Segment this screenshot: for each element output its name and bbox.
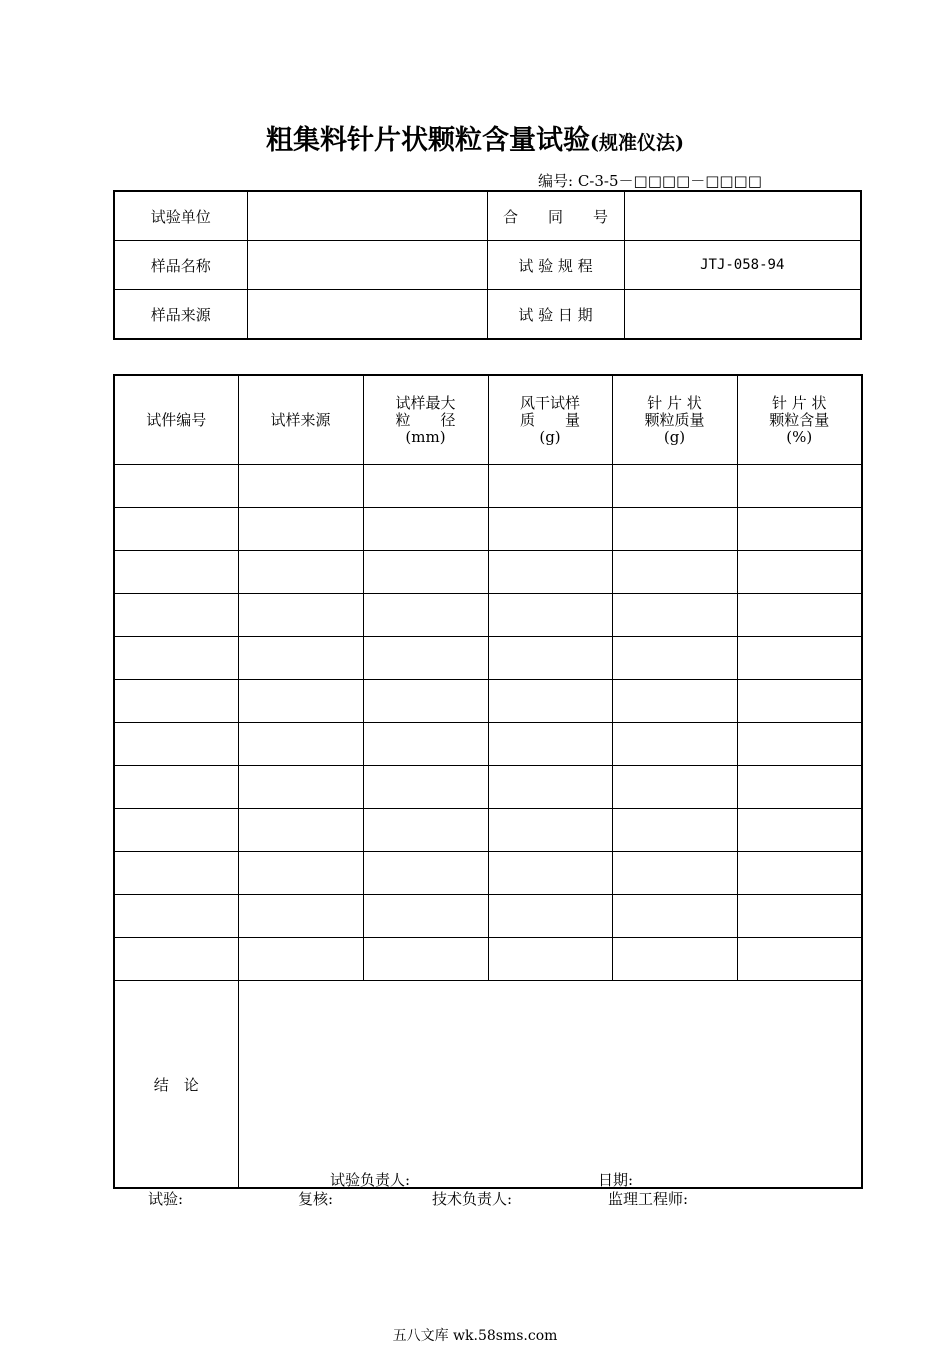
table-cell[interactable]: [238, 637, 363, 680]
table-cell[interactable]: [488, 766, 612, 809]
table-cell[interactable]: [737, 938, 862, 981]
table-cell[interactable]: [612, 938, 737, 981]
table-cell[interactable]: [114, 809, 238, 852]
info-label: 样品名称: [114, 241, 247, 290]
date-label: 日期:: [598, 1171, 634, 1189]
table-cell[interactable]: [238, 895, 363, 938]
table-cell[interactable]: [114, 895, 238, 938]
table-row: [114, 465, 862, 508]
header-unit: (%): [786, 427, 813, 446]
table-cell[interactable]: [488, 938, 612, 981]
form-code: 编号: C-3-5－□□□□－□□□□: [538, 172, 762, 190]
table-cell[interactable]: [612, 809, 737, 852]
table-cell[interactable]: [612, 637, 737, 680]
page-title: [0, 118, 950, 157]
table-cell[interactable]: [488, 551, 612, 594]
table-cell[interactable]: [612, 723, 737, 766]
table-cell[interactable]: [238, 852, 363, 895]
header-cell: [612, 375, 737, 465]
info-value-field[interactable]: [624, 290, 861, 340]
table-row: [114, 594, 862, 637]
table-cell[interactable]: [488, 895, 612, 938]
table-cell[interactable]: [612, 594, 737, 637]
table-cell[interactable]: [238, 766, 363, 809]
header-line: 风干试样: [519, 393, 580, 412]
table-cell[interactable]: [612, 465, 737, 508]
table-cell[interactable]: [612, 680, 737, 723]
header-cell: [488, 375, 612, 465]
table-cell[interactable]: [612, 508, 737, 551]
conclusion-field[interactable]: [238, 981, 862, 1189]
info-label: 合 同 号: [487, 191, 624, 241]
table-row: [114, 852, 862, 895]
info-label: 试 验 规 程: [487, 241, 624, 290]
table-row: [114, 637, 862, 680]
table-row: [114, 723, 862, 766]
header-unit: (mm): [405, 427, 446, 446]
table-cell[interactable]: [114, 465, 238, 508]
header-line: 试样来源: [270, 410, 331, 429]
table-cell[interactable]: [238, 594, 363, 637]
table-row: [114, 895, 862, 938]
table-cell[interactable]: [114, 852, 238, 895]
conclusion-row: [114, 981, 862, 1189]
header-line: 颗粒质量: [644, 410, 705, 429]
info-value-field[interactable]: [247, 191, 487, 241]
table-cell[interactable]: [737, 594, 862, 637]
table-cell[interactable]: [114, 938, 238, 981]
header-line: 质 量: [519, 410, 580, 429]
header-row: [114, 375, 862, 465]
table-row: [114, 551, 862, 594]
table-row: [114, 680, 862, 723]
table-cell[interactable]: [238, 551, 363, 594]
info-label: 试 验 日 期: [487, 290, 624, 340]
table-row: [114, 766, 862, 809]
table-cell[interactable]: [488, 852, 612, 895]
info-value-field[interactable]: [247, 241, 487, 290]
table-cell[interactable]: [363, 766, 488, 809]
header-line: 试样最大: [395, 393, 456, 412]
header-unit: (g): [663, 427, 686, 446]
title-main: 粗集料针片状颗粒含量试验: [266, 125, 590, 156]
reviewer-label: 复核:: [298, 1190, 334, 1208]
table-cell[interactable]: [488, 508, 612, 551]
table-cell[interactable]: [363, 895, 488, 938]
table-cell[interactable]: [238, 508, 363, 551]
header-cell: [238, 375, 363, 465]
table-row: [114, 508, 862, 551]
table-cell[interactable]: [737, 766, 862, 809]
table-cell[interactable]: [114, 680, 238, 723]
header-cell: [114, 375, 238, 465]
title-sub: (规准仪法): [590, 132, 684, 154]
table-cell[interactable]: [238, 938, 363, 981]
header-line: 针 片 状: [647, 393, 702, 412]
header-cell: [363, 375, 488, 465]
supervisor-label: 监理工程师:: [608, 1190, 689, 1208]
table-cell[interactable]: [363, 465, 488, 508]
header-line: 粒 径: [395, 410, 456, 429]
table-cell[interactable]: [612, 895, 737, 938]
info-row: [114, 241, 861, 290]
table-cell[interactable]: [363, 723, 488, 766]
table-cell[interactable]: [488, 465, 612, 508]
tech-lead-label: 技术负责人:: [432, 1190, 513, 1208]
table-cell[interactable]: [363, 809, 488, 852]
info-row: [114, 290, 861, 340]
table-cell[interactable]: [737, 895, 862, 938]
table-cell[interactable]: [737, 680, 862, 723]
table-cell[interactable]: [114, 637, 238, 680]
table-cell[interactable]: [114, 594, 238, 637]
table-cell[interactable]: [363, 508, 488, 551]
table-cell[interactable]: [363, 938, 488, 981]
table-cell[interactable]: [114, 551, 238, 594]
header-line: 颗粒含量: [769, 410, 830, 429]
table-row: [114, 809, 862, 852]
table-cell[interactable]: [737, 637, 862, 680]
table-cell[interactable]: [363, 551, 488, 594]
info-row: [114, 191, 861, 241]
table-cell[interactable]: [488, 637, 612, 680]
header-cell: [737, 375, 862, 465]
table-cell[interactable]: [737, 465, 862, 508]
results-table: [113, 374, 863, 1189]
table-cell[interactable]: [238, 809, 363, 852]
table-cell[interactable]: [612, 551, 737, 594]
table-cell[interactable]: [363, 594, 488, 637]
info-label: 试验单位: [114, 191, 247, 241]
table-cell[interactable]: [737, 723, 862, 766]
table-cell[interactable]: [114, 723, 238, 766]
table-cell[interactable]: [737, 551, 862, 594]
table-cell[interactable]: [363, 852, 488, 895]
table-cell[interactable]: [238, 465, 363, 508]
watermark: 五八文库 wk.58sms.com: [392, 1328, 558, 1344]
info-value-field[interactable]: [624, 191, 861, 241]
table-cell[interactable]: [612, 852, 737, 895]
info-label: 样品来源: [114, 290, 247, 340]
table-cell[interactable]: [488, 680, 612, 723]
data-rows: [114, 465, 862, 981]
table-cell[interactable]: [114, 508, 238, 551]
table-row: [114, 938, 862, 981]
table-cell[interactable]: [238, 680, 363, 723]
table-cell[interactable]: [488, 594, 612, 637]
table-cell[interactable]: [238, 723, 363, 766]
tester-label: 试验:: [148, 1190, 184, 1208]
table-cell[interactable]: [488, 809, 612, 852]
table-cell[interactable]: [363, 680, 488, 723]
table-cell[interactable]: [737, 508, 862, 551]
info-value-field[interactable]: JTJ-058-94: [624, 241, 861, 290]
header-unit: (g): [539, 427, 561, 446]
table-cell[interactable]: [363, 637, 488, 680]
table-cell[interactable]: [737, 809, 862, 852]
header-line: 试件编号: [146, 410, 207, 429]
table-cell[interactable]: [737, 852, 862, 895]
info-table: [113, 190, 862, 340]
conclusion-label: 结 论: [114, 981, 238, 1189]
header-line: 针 片 状: [771, 393, 827, 412]
table-cell[interactable]: [612, 766, 737, 809]
table-cell[interactable]: [114, 766, 238, 809]
table-cell[interactable]: [488, 723, 612, 766]
responsible-label: 试验负责人:: [330, 1171, 411, 1189]
info-value-field[interactable]: [247, 290, 487, 340]
